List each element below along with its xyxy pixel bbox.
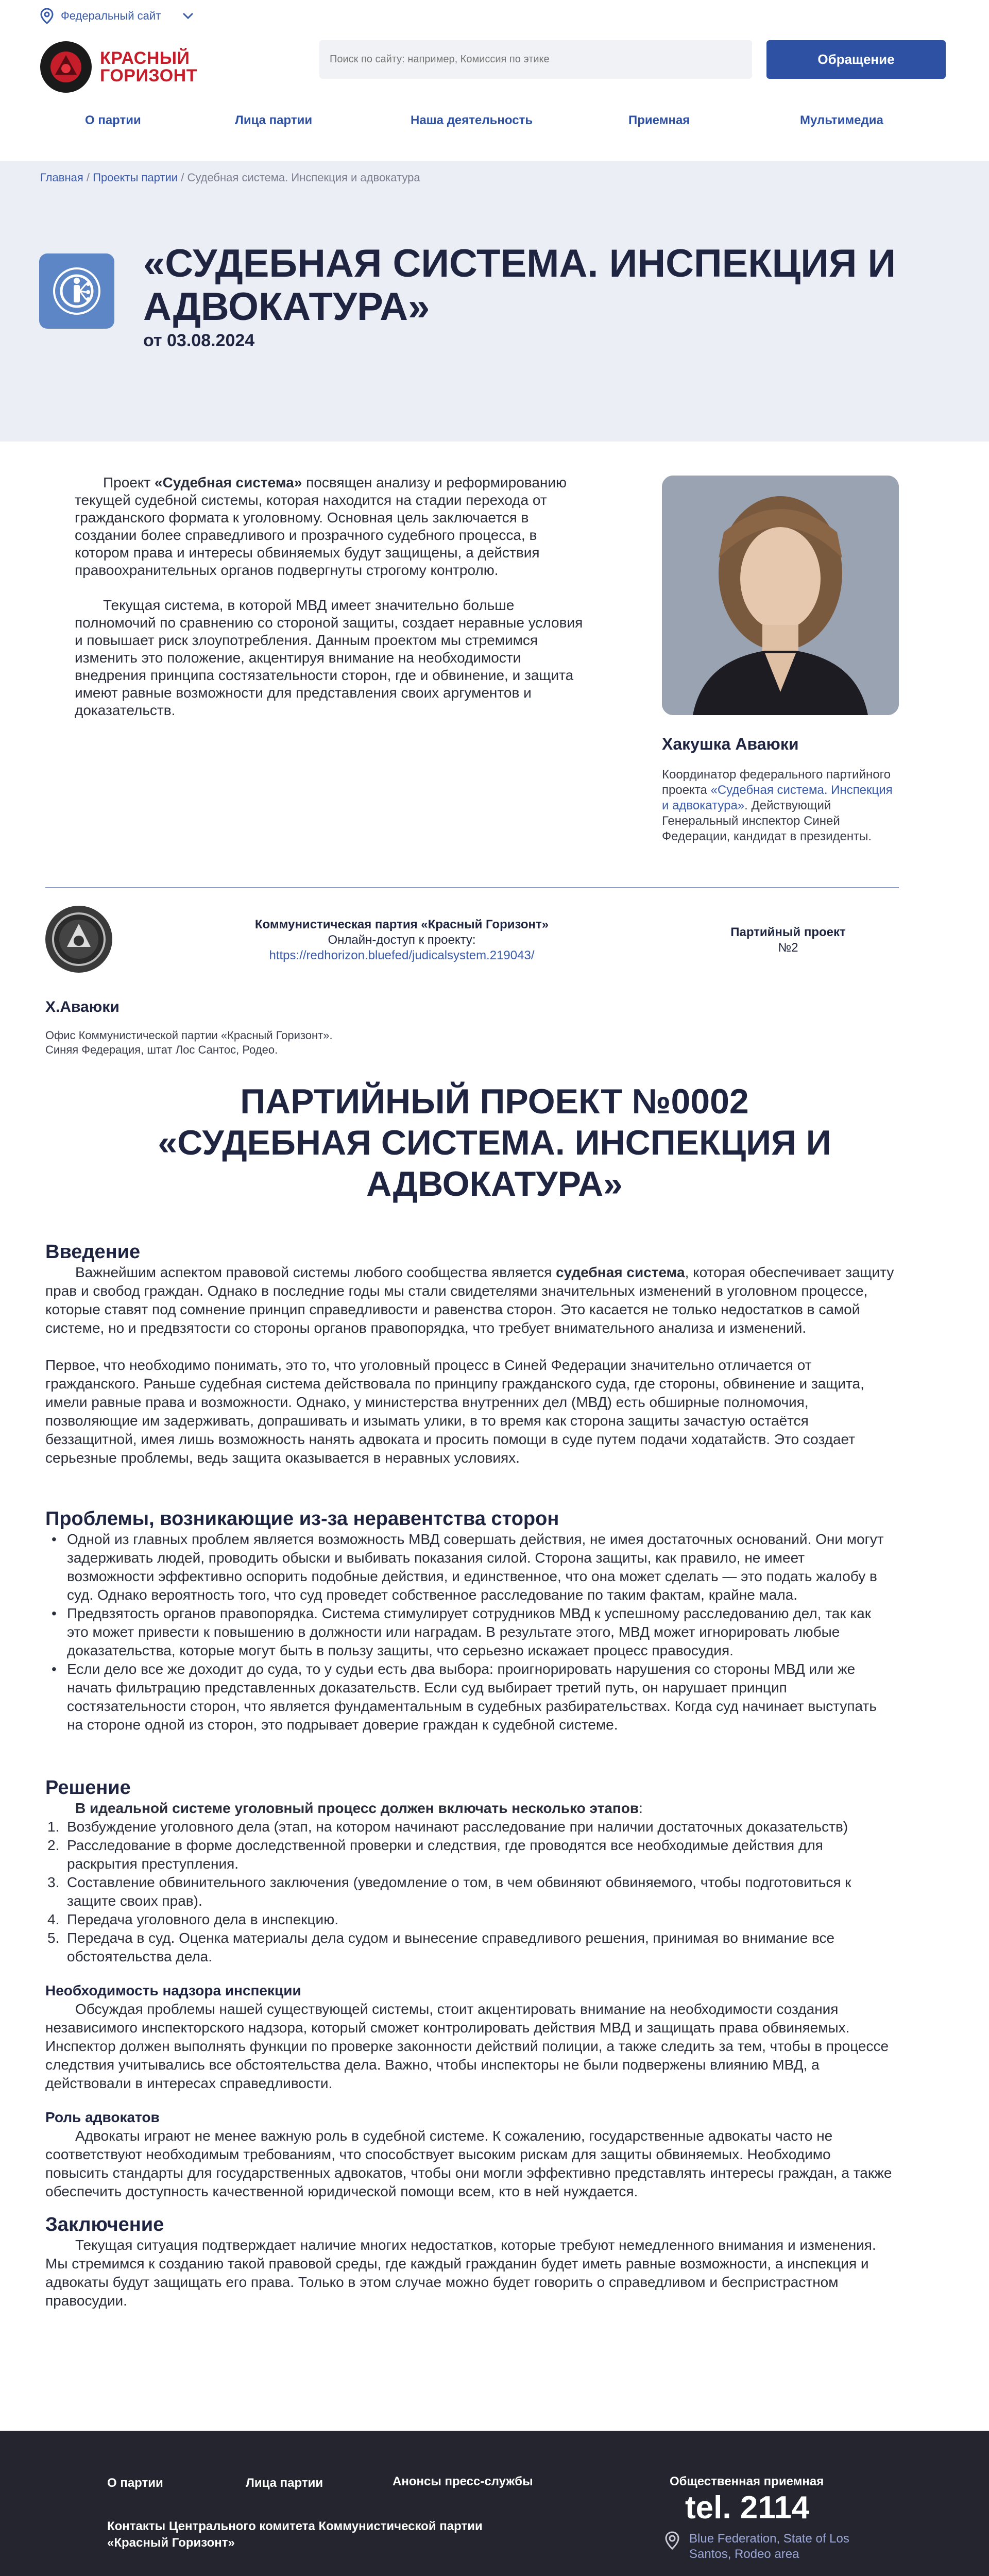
site-logo[interactable] bbox=[40, 41, 197, 93]
online-access-label: Онлайн-доступ к проекту: bbox=[328, 933, 476, 947]
breadcrumb bbox=[40, 171, 420, 184]
location-pin-icon bbox=[664, 2531, 680, 2550]
project-intro bbox=[75, 474, 592, 737]
project-number: №2 bbox=[778, 941, 798, 955]
body-paragraph: Обсуждая проблемы нашей существующей системы, стоит акцентировать внимание на необходимости создания независимого инспекторского надзора, который сможет контролировать действия МВД и защищать права обвиняемых. Инспектор должен выполнять функции по проверке законности действий полиции, а также следить за тем, чтобы в процессе следствия учитывались все обстоятельства дела. Важно, чтобы инспекторы не были подвержены влиянию МВД, а действовали в интересах справедливости. bbox=[45, 2001, 889, 2091]
logo-line-2: ГОРИЗОНТ bbox=[100, 66, 198, 86]
page-title: «СУДЕБНАЯ СИСТЕМА. ИНСПЕКЦИЯ И АДВОКАТУРА» bbox=[143, 242, 896, 329]
subsection-heading: Роль адвокатов bbox=[45, 2109, 160, 2125]
appeal-button[interactable]: Обращение bbox=[766, 40, 946, 79]
breadcrumb-projects[interactable]: Проекты партии bbox=[93, 171, 178, 184]
nav-item-multimedia[interactable]: Мультимедиа bbox=[800, 113, 883, 127]
project-network-icon bbox=[39, 253, 114, 329]
chevron-down-icon[interactable] bbox=[182, 12, 194, 20]
body-paragraph: Адвокаты играют не менее важную роль в судебной системе. К сожалению, государственные адвокаты часто не соответствуют необходимым требованиям, что способствует высоким рискам для защиты обвиняемых. Необходимо повысить стандарты для государственных адвокатов, чтобы они могли эффективно представлять интересы граждан, а также обеспечить доступность качественной юридической помощи всем, кто в ней нуждается. bbox=[45, 2128, 892, 2199]
site-footer bbox=[0, 2431, 989, 2576]
list-item: 5. Передача в суд. Оценка материалы дела судом и вынесение справедливого решения, принимая во внимание все обстоятельства дела. bbox=[47, 1930, 835, 1964]
section-heading: Проблемы, возникающие из-за неравентства сторон bbox=[45, 1508, 559, 1530]
search-input[interactable] bbox=[330, 54, 752, 65]
breadcrumb-separator: / bbox=[86, 171, 90, 184]
top-bar bbox=[0, 0, 989, 36]
list-item: • Если дело все же доходит до суда, то у судьи есть два выбора: проигнорировать нарушения со стороны МВД или же начать фильтрацию представленных доказательств. Если суд выбирает третий путь, он нарушает принцип состязательности сторон, что является фундаментальным в судебных разбирательствах. Когда суд начинает выступать на стороне одной из сторон, это подрывает доверие граждан к судебной системе. bbox=[45, 1660, 895, 1734]
subsection-heading: Необходимость надзора инспекции bbox=[45, 1982, 301, 1998]
breadcrumb-home[interactable]: Главная bbox=[40, 171, 83, 184]
logo-emblem-icon bbox=[40, 41, 92, 93]
breadcrumb-current: Судебная система. Инспекция и адвокатура bbox=[187, 171, 420, 184]
signer-address: Офис Коммунистической партии «Красный Горизонт». Синяя Федерация, штат Лос Сантос, Родео. bbox=[45, 1029, 333, 1056]
footer-contacts-link[interactable]: Контакты Центрального комитета Коммунистической партии «Красный Горизонт» bbox=[107, 2519, 483, 2550]
list-item: 4. Передача уголовного дела в инспекцию. bbox=[47, 1911, 338, 1927]
section-heading: Решение bbox=[45, 1777, 131, 1799]
region-label: Федеральный сайт bbox=[61, 9, 161, 22]
logo-line-1: КРАСНЫЙ bbox=[100, 48, 190, 68]
body-paragraph: В идеальной системе уголовный процесс должен включать несколько этапов: bbox=[75, 1800, 643, 1816]
list-item: • Предвзятость органов правопорядка. Система стимулирует сотрудников МВД к успешному расследованию дел, так как это может привести к повышению в должности или наградам. В результате этого, МВД может игнорировать любые доказательства, которые могут быть в пользу защиты, что серьезно искажает процесс правосудия. bbox=[45, 1604, 895, 1660]
list-item: 1. Возбуждение уголовного дела (этап, на котором начинают расследование при наличии достаточных доказательств) bbox=[47, 1819, 848, 1835]
party-name: Коммунистическая партия «Красный Горизонт» bbox=[254, 918, 549, 931]
project-number-block bbox=[716, 925, 860, 956]
signer-name: Х.Аваюки bbox=[45, 998, 120, 1015]
hero-section bbox=[0, 161, 989, 442]
search-box[interactable] bbox=[319, 40, 752, 79]
coordinator-photo bbox=[662, 476, 899, 715]
document-header bbox=[206, 917, 598, 963]
steps-list bbox=[45, 1818, 895, 1966]
project-link[interactable]: «Судебная система. Инспекция и адвокатура» bbox=[662, 783, 893, 812]
coordinator-name: Хакушка Аваюки bbox=[662, 735, 799, 753]
project-number-label: Партийный проект bbox=[730, 925, 846, 939]
nav-item-activity[interactable]: Наша деятельность bbox=[411, 113, 533, 127]
list-item: 2. Расследование в форме доследственной проверки и следствия, где проводятся все необходимые действия для раскрытия преступления. bbox=[47, 1837, 823, 1872]
project-url-link[interactable]: https://redhorizon.bluefed/judicalsystem.219043/ bbox=[269, 948, 535, 962]
party-emblem-icon bbox=[45, 906, 112, 973]
region-selector[interactable] bbox=[40, 7, 194, 25]
document-body bbox=[45, 1241, 895, 2310]
intro-paragraph: Проект «Судебная система» посвящен анализу и реформированию текущей судебной системы, которая находится на стадии перехода от гражданского формата к уголовному. Основная цель заключается в создании более справедливого и прозрачного судебного процесса, в котором права и интересы обвиняемых будут защищены, а действия правоохранительных органов подвергнуты строгому контролю. bbox=[75, 474, 567, 578]
main-nav bbox=[0, 113, 989, 134]
footer-address: Blue Federation, State of Los Santos, Rodeo area bbox=[689, 2532, 849, 2561]
footer-link-people[interactable]: Лица партии bbox=[246, 2476, 323, 2490]
publish-date: от 03.08.2024 bbox=[143, 331, 255, 350]
footer-link-press[interactable]: Анонсы пресс-службы bbox=[393, 2475, 533, 2488]
section-divider bbox=[45, 887, 899, 888]
reception-label: Общественная приемная bbox=[670, 2475, 824, 2488]
nav-item-about[interactable]: О партии bbox=[85, 113, 141, 127]
list-item: 3. Составление обвинительного заключения (уведомление о том, в чем обвиняют обвиняемого, чтобы подготовиться к защите своих прав). bbox=[47, 1874, 851, 1909]
site-header bbox=[0, 36, 989, 100]
list-item: • Одной из главных проблем является возможность МВД совершать действия, не имея достаточных оснований. Они могут задерживать людей, проводить обыски и выбивать показания силой. Сторона защиты, как правило, не имеет возможности эффективно оспорить подобные действия, и единственное, что она может сделать — это подать жалобу в суд. Однако вероятность того, что суд проведет собственное расследование по таким фактам, крайне мала. bbox=[45, 1530, 895, 1604]
section-heading: Заключение bbox=[45, 2214, 164, 2235]
nav-item-reception[interactable]: Приемная bbox=[628, 113, 690, 127]
problems-list bbox=[45, 1530, 895, 1734]
reception-phone[interactable]: tel. 2114 bbox=[685, 2490, 810, 2526]
coordinator-card bbox=[662, 476, 899, 844]
body-paragraph: Первое, что необходимо понимать, это то, что уголовный процесс в Синей Федерации значительно отличается от гражданского. Раньше судебная система действовала по принципу гражданского суда, где стороны, обвинение и защита, имели равные права и возможности. Однако, у министерства внутренних дел (МВД) есть обширные полномочия, позволяющие им задерживать, допрашивать и изымать улики, в то время как сторона защиты зачастую остаётся беззащитной, имея лишь возможность нанять адвоката и просить помощи в суде путем подачи ходатайств. Это создает серьезные проблемы, ведь защита оказывается в неравных условиях. bbox=[45, 1357, 864, 1466]
nav-item-people[interactable]: Лица партии bbox=[235, 113, 313, 127]
document-title: ПАРТИЙНЫЙ ПРОЕКТ №0002 «СУДЕБНАЯ СИСТЕМА. ИНСПЕКЦИЯ И АДВОКАТУРА» bbox=[158, 1082, 831, 1204]
coordinator-description: Координатор федерального партийного проекта «Судебная система. Инспекция и адвокатура». Действующий Генеральный инспектор Синей Федерации, кандидат в президенты. bbox=[662, 768, 893, 843]
footer-link-about[interactable]: О партии bbox=[107, 2476, 163, 2490]
body-paragraph: Текущая ситуация подтверждает наличие многих недостатков, которые требуют немедленного внимания и изменения. Мы стремимся к созданию такой правовой среды, где каждый гражданин будет иметь равные возможности, а инспекция и адвокаты будут защищать его права. Только в этом случае можно будет говорить о справедливом и беспристрастном правосудии. bbox=[45, 2237, 876, 2309]
location-pin-icon bbox=[40, 8, 54, 24]
body-paragraph: Важнейшим аспектом правовой системы любого сообщества является судебная система, которая обеспечивает защиту прав и свобод граждан. Однако в последние годы мы стали свидетелями значительных изменений в уголовном процессе, которые ставят под сомнение принцип справедливости и равенства сторон. Это касается не только недостатков в самой системе, но и предвзятости со стороны органов правопорядка, что требует внимательного анализа и изменений. bbox=[45, 1264, 894, 1336]
breadcrumb-separator: / bbox=[181, 171, 184, 184]
section-heading: Введение bbox=[45, 1241, 141, 1263]
intro-paragraph: Текущая система, в которой МВД имеет значительно больше полномочий по сравнению со стороной защиты, создает неравные условия и повышает риск злоупотребления. Данным проектом мы стремимся изменить это положение, акцентируя внимание на необходимости внедрения принципа состязательности сторон, где и обвинение, и защита имеют равные возможности для представления своих аргументов и доказательств. bbox=[75, 597, 583, 718]
